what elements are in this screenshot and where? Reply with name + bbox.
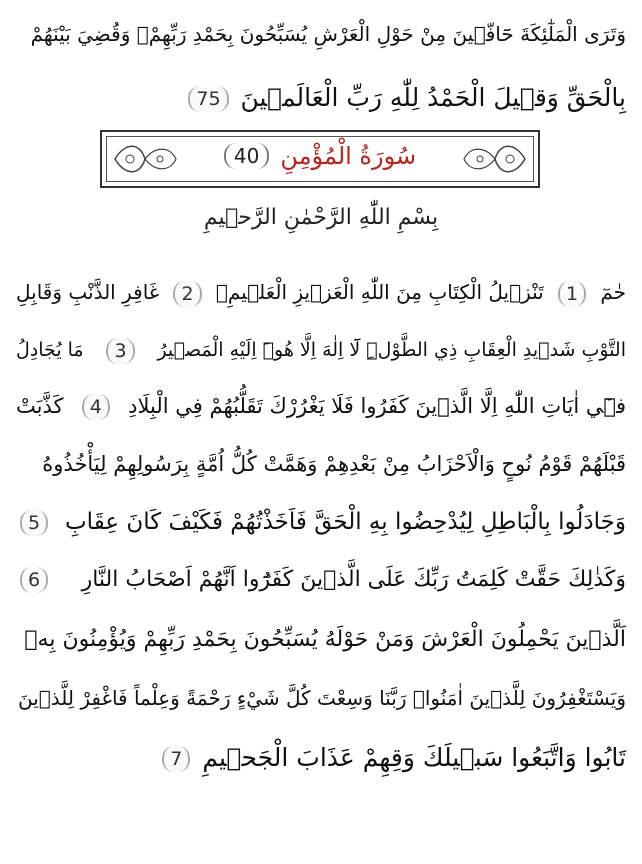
verse-text: غَافِرِ الذَّنْبِ وَقَابِلِ <box>16 280 160 304</box>
ayah-marker-5: 5 <box>20 510 48 536</box>
ayah-marker-1: 1 <box>558 281 586 307</box>
basmala: بِسْمِ اللّٰهِ الرَّحْمٰنِ الرَّح۪يمِ <box>203 205 439 230</box>
surah-title: سُورَةُ الْمُؤْمِنِ <box>280 142 417 170</box>
ayah-marker-2: 2 <box>173 281 201 307</box>
verse-text: تَنْز۪يلُ الْكِتَابِ مِنَ اللّٰهِ الْعَز۪يزِ الْعَل۪يمِۙ <box>215 280 544 304</box>
verse-text: ف۪ٓي اٰيَاتِ اللّٰهِ اِلَّا الَّذ۪ينَ كَفَرُوا فَلَا يَغْرُرْكَ تَقَلُّبُهُمْ فِي الْبِلَادِ <box>128 394 626 418</box>
ayah-marker-3: 3 <box>106 338 134 364</box>
verse-text: وَيَسْتَغْفِرُونَ لِلَّذ۪ينَ اٰمَنُواۚ رَبَّنَا وَسِعْتَ كُلَّ شَيْءٍ رَحْمَةً وَعِلْماً فَاغْفِرْ لِلَّذ۪ينَ <box>17 686 626 710</box>
verse-line-9 <box>16 620 626 660</box>
verse-line-8 <box>16 560 626 600</box>
verse-line-7 <box>16 502 626 542</box>
verse-text: التَّوْبِ شَد۪يدِ الْعِقَابِ ذِي الطَّوْلِۜ لَٓا اِلٰهَ اِلَّا هُوَۜ اِلَيْهِ الْمَص۪يرُ <box>157 339 626 361</box>
verse-text: وَجَادَلُوا بِالْبَاطِلِ لِيُدْحِضُوا بِهِ الْحَقَّ فَاَخَذْتُهُمْ فَكَيْفَ كَانَ عِقَابِ <box>65 509 626 535</box>
verse-line-10 <box>16 678 626 718</box>
verse-line-1 <box>16 14 626 54</box>
verse-text: مَا يُجَادِلُ <box>16 339 84 361</box>
surah-number: 40 <box>224 143 269 169</box>
verse-text: وَكَذٰلِكَ حَقَّتْ كَلِمَتُ رَبِّكَ عَلَى الَّذ۪ينَ كَفَرُٓوا اَنَّهُمْ اَصْحَابُ النَّارِ <box>81 567 626 592</box>
verse-line-5 <box>16 386 626 426</box>
verse-text: حٰمٓ <box>600 280 626 304</box>
verse-text: وَتَرَى الْمَلٰٓئِكَةَ حَٓافّ۪ينَ مِنْ حَوْلِ الْعَرْشِ يُسَبِّحُونَ بِحَمْدِ رَبِّهِمْۚ وَقُضِيَ بَيْنَهُمْ <box>30 22 626 46</box>
verse-text: تَابُوا وَاتَّبَعُوا سَب۪يلَكَ وَقِهِمْ عَذَابَ الْجَح۪يمِ <box>202 743 626 772</box>
verse-text: بِالْحَقِّ وَق۪يلَ الْحَمْدُ لِلّٰهِ رَبِّ الْعَالَم۪ينَ <box>240 83 626 112</box>
ayah-marker-75: 75 <box>188 86 228 112</box>
ayah-marker-4: 4 <box>82 394 110 420</box>
verse-text: قَبْلَهُمْ قَوْمُ نُوحٍ وَالْاَحْزَابُ مِنْ بَعْدِهِمْ وَهَمَّتْ كُلُّ اُمَّةٍ بِرَسُولِهِمْ لِيَأْخُذُوهُ <box>42 452 626 476</box>
verse-text: اَلَّذ۪ينَ يَحْمِلُونَ الْعَرْشَ وَمَنْ حَوْلَهُ يُسَبِّحُونَ بِحَمْدِ رَبِّهِمْ وَيُؤْمِنُونَ بِه۪ <box>24 627 626 652</box>
verse-line-4 <box>16 330 626 370</box>
verse-line-3 <box>16 272 626 312</box>
surah-header <box>100 130 540 188</box>
ayah-marker-6: 6 <box>20 567 48 593</box>
verse-line-2 <box>16 78 626 118</box>
verse-line-11 <box>16 738 626 778</box>
verse-line-6 <box>16 444 626 484</box>
ayah-marker-7: 7 <box>162 746 190 772</box>
verse-text: كَذَّبَتْ <box>16 394 64 418</box>
